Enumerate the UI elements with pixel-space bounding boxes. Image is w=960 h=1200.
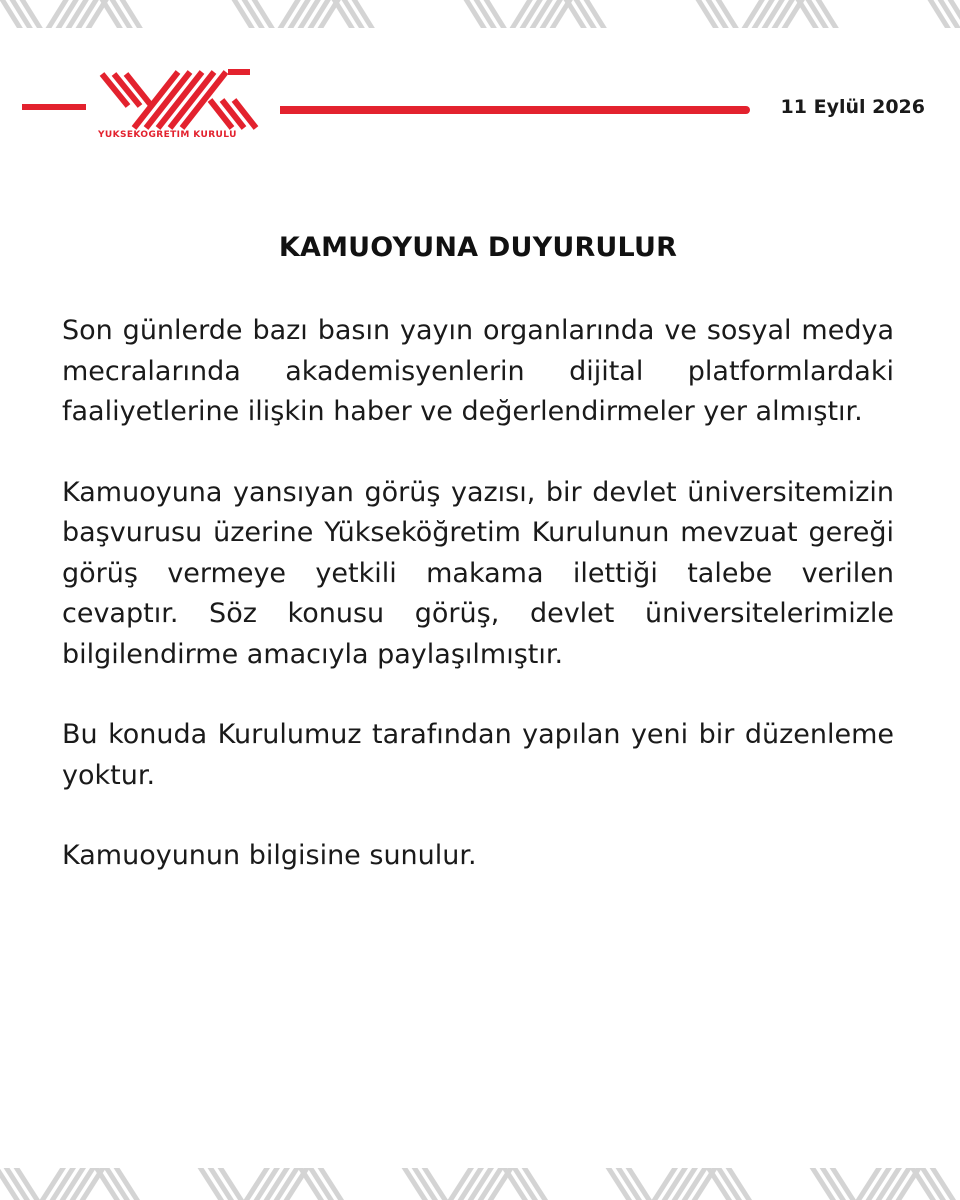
pattern-motif bbox=[232, 0, 374, 28]
header-rule-right bbox=[280, 106, 750, 114]
paragraph-2: Kamuoyuna yansıyan görüş yazısı, bir devlet üniversitemizin başvurusu üzerine Yükseköğretim Kurulunun mevzuat gereği görüş vermeye yetkili makama ilettiği talebe verilen cevaptır. Söz konusu görüş, devlet üniversitelerimizle bilgilendirme amacıyla paylaşılmıştır. bbox=[62, 476, 894, 670]
document-date: 11 Eylül 2026 bbox=[780, 96, 925, 118]
pattern-motif bbox=[606, 1168, 752, 1200]
paragraph-1: Son günlerde bazı basın yayın organlarında ve sosyal medya mecralarında akademisyenlerin dijital platformlardaki faaliyetlerine ilişkin haber ve değerlendirmeler yer almıştır. bbox=[62, 315, 894, 427]
chevron-pattern-icon bbox=[0, 0, 960, 28]
chevron-pattern-icon bbox=[0, 1168, 960, 1200]
document-body bbox=[62, 311, 894, 917]
pattern-motif bbox=[928, 0, 960, 28]
header-rule-left bbox=[22, 104, 86, 110]
document-title: KAMUOYUNA DUYURULUR bbox=[278, 232, 678, 263]
pattern-motif bbox=[696, 0, 838, 28]
pattern-motif bbox=[810, 1168, 956, 1200]
pattern-motif bbox=[0, 1168, 140, 1200]
paragraph-3: Bu konuda Kurulumuz tarafından yapılan yeni bir düzenleme yoktur. bbox=[62, 719, 894, 791]
logo-caption: YÜKSEKÖĞRETİM KURULU bbox=[98, 130, 237, 140]
paragraph-4: Kamuoyunun bilgisine sunulur. bbox=[62, 840, 477, 871]
pattern-motif bbox=[402, 1168, 548, 1200]
pattern-motif bbox=[464, 0, 606, 28]
pattern-motif bbox=[198, 1168, 344, 1200]
pattern-motif bbox=[0, 0, 142, 28]
letterhead bbox=[0, 60, 960, 160]
bottom-pattern-band bbox=[0, 1168, 960, 1200]
top-pattern-band bbox=[0, 0, 960, 28]
